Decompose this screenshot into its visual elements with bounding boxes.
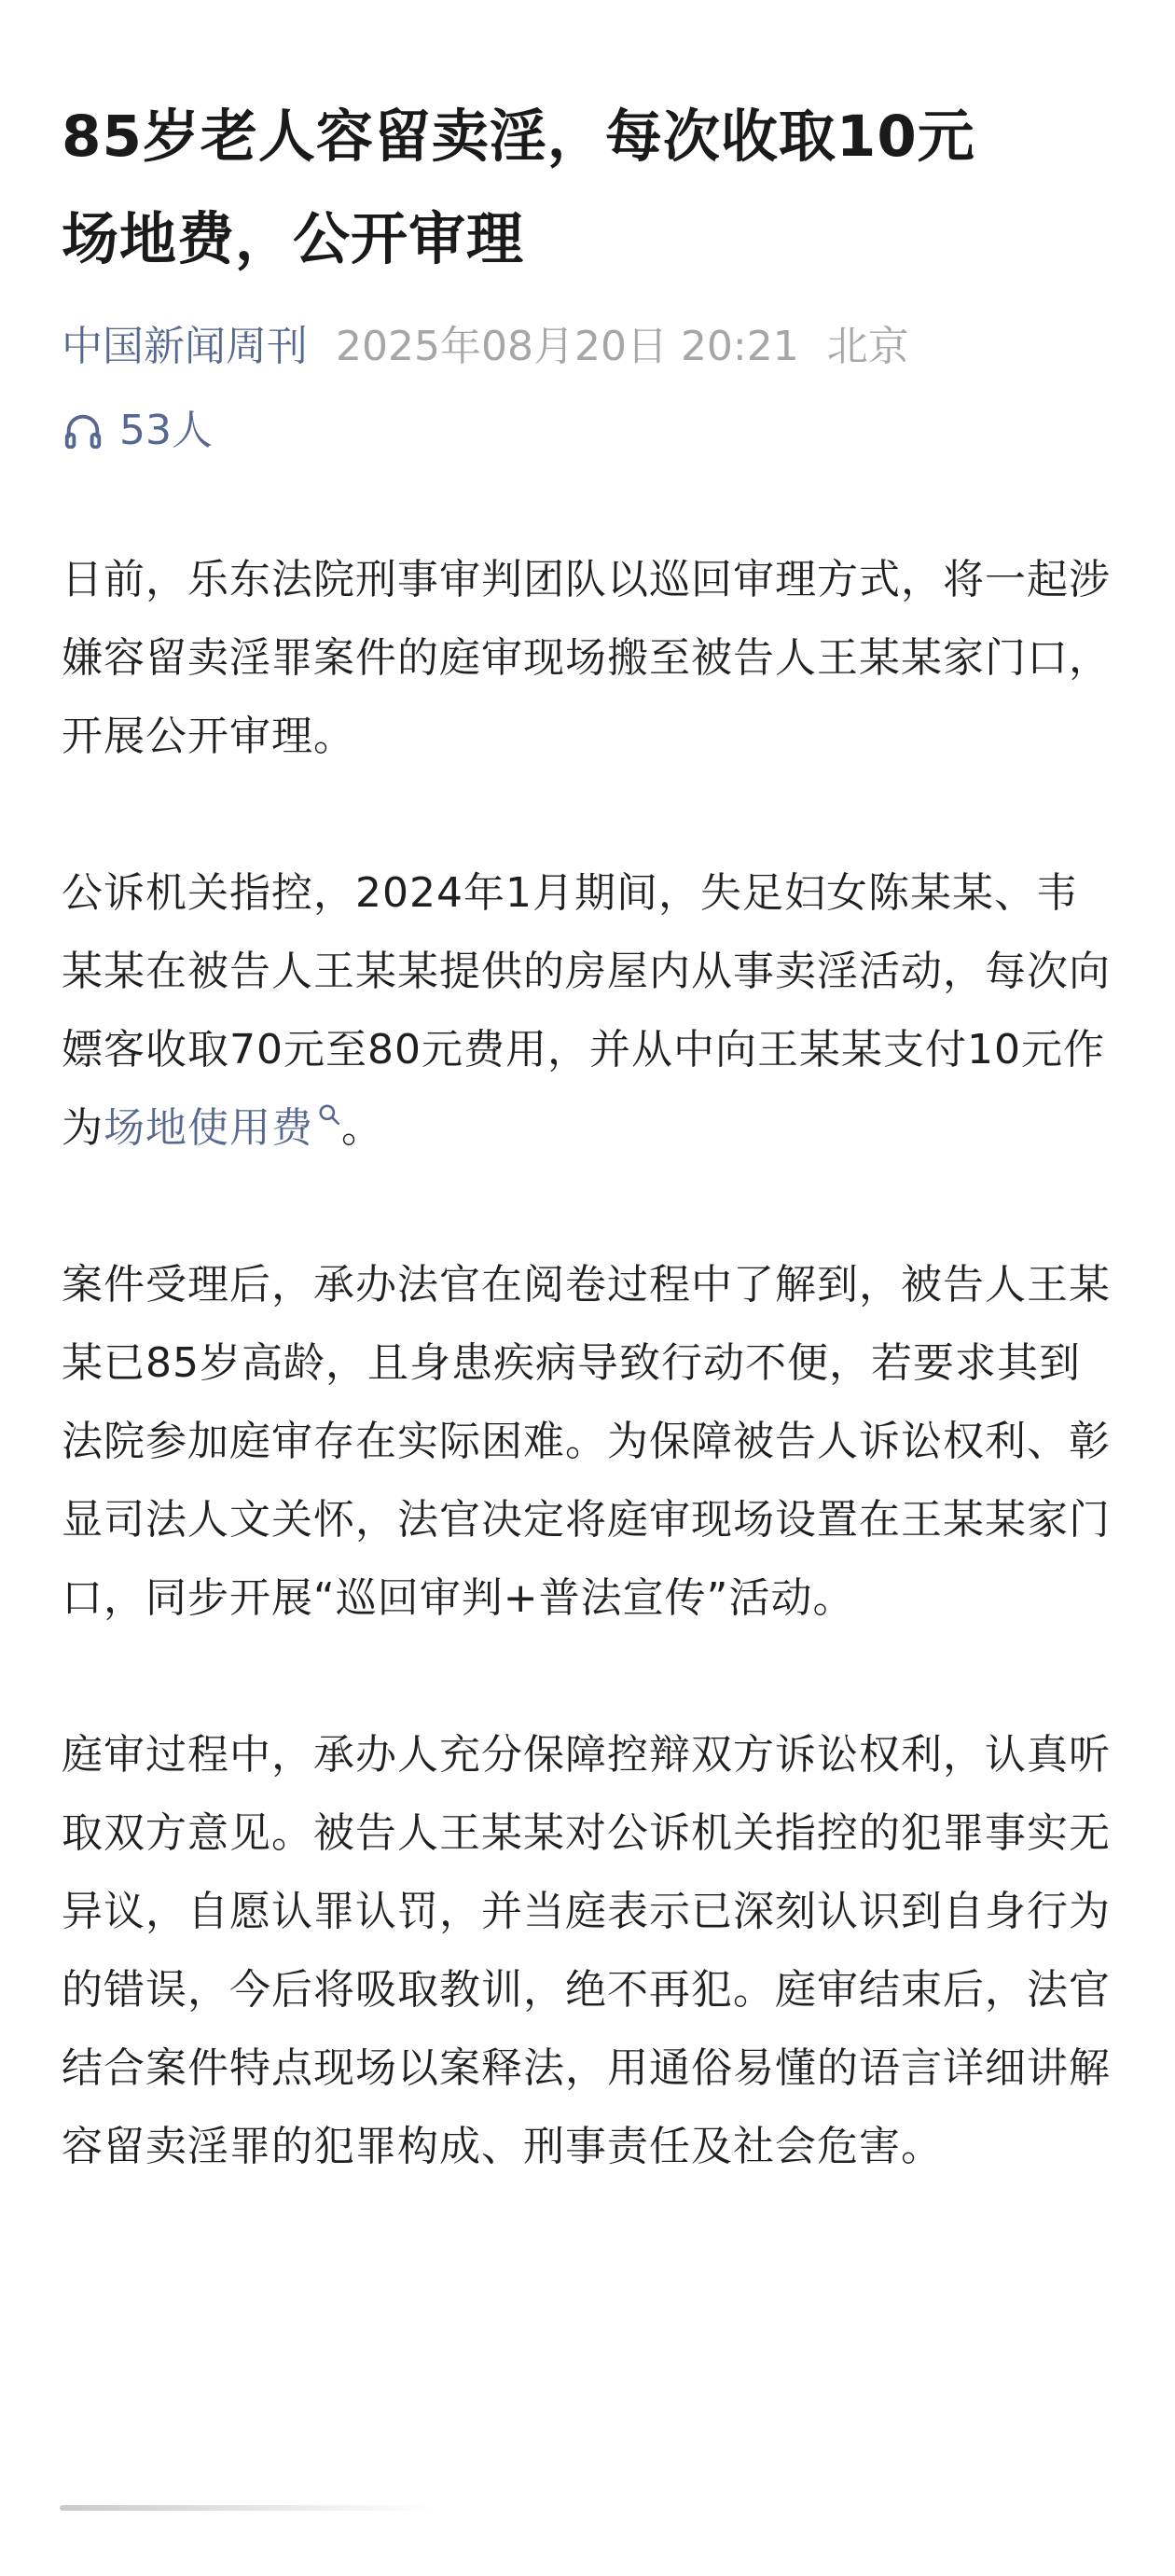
headphones-icon [62,409,104,452]
bottom-divider [60,2505,433,2511]
article-title [62,86,1115,291]
listen-count[interactable] [62,403,1115,459]
publish-datetime: 2025年08月20日 20:21 [336,323,799,370]
title-line-2: 场地费，公开审理 [62,206,525,272]
keyword-link[interactable] [104,1104,341,1152]
paragraph-2-text: 公诉机关指控，2024年1月期间，失足妇女陈某某、韦某某在被告人王某某提供的房屋内从事卖淫活动，每次向嫖客收取70元至80元费用，并从中向王某某支付10元作为 [62,869,1111,1152]
listen-count-label: 53人 [119,407,213,454]
source-link[interactable]: 中国新闻周刊 [62,323,308,370]
title-line-1: 85岁老人容留卖淫，每次收取10元 [62,104,975,170]
publish-location: 北京 [826,323,909,370]
keyword-link-label: 场地使用费 [104,1104,313,1152]
paragraph-1: 日前，乐东法院刑事审判团队以巡回审理方式，将一起涉嫌容留卖淫罪案件的庭审现场搬至被告人王某某家门口，开展公开审理。 [62,556,1111,760]
article-body [62,541,1115,2186]
paragraph-3: 案件受理后，承办法官在阅卷过程中了解到，被告人王某某已85岁高龄，且身患疾病导致行动不便，若要求其到法院参加庭审存在实际困难。为保障被告人诉讼权利、彰显司法人文关怀，法官决定将庭审现场设置在王某某家门口，同步开展“巡回审判+普法宣传”活动。 [62,1261,1111,1622]
paragraph-4: 庭审过程中，承办人充分保障控辩双方诉讼权利，认真听取双方意见。被告人王某某对公诉机关指控的犯罪事实无异议，自愿认罪认罚，并当庭表示已深刻认识到自身行为的错误，今后将吸取教训，绝不再犯。庭审结束后，法官结合案件特点现场以案释法，用通俗易懂的语言详细讲解容留卖淫罪的犯罪构成、刑事责任及社会危害。 [62,1731,1111,2170]
search-icon [317,1102,341,1127]
article-meta [62,319,1115,375]
paragraph-2-end: 。 [341,1104,383,1152]
paragraph-2 [62,854,1115,1168]
